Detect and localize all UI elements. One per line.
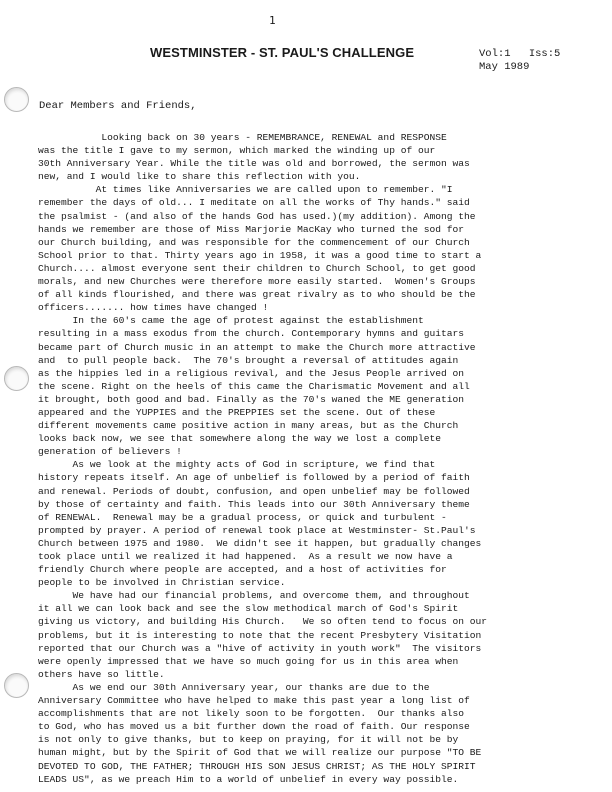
body-line: problems, but it is interesting to note that the recent Presbytery Visitation <box>38 629 482 641</box>
body-line: new, and I would like to share this reflection with you. <box>38 171 361 183</box>
body-line: morals, and new Churches were therefore more easily started. Women's Groups <box>38 276 476 288</box>
punch-hole-middle-icon <box>4 366 29 391</box>
body-line: 30th Anniversary Year. While the title was old and borrowed, the sermon was <box>38 158 470 170</box>
body-line: the scene. Right on the heels of this came the Charismatic Movement and all <box>38 380 470 392</box>
body-line: reported that our Church was a "hive of activity in youth work" The visitors <box>38 642 482 654</box>
body-line: generation of believers ! <box>38 446 182 458</box>
body-line: others have so little. <box>38 668 165 680</box>
body-line: different movements came positive action in many areas, but as the Church <box>38 420 459 432</box>
body-line: LEADS US", as we preach Him to a world of unbelief in every way possible. <box>38 773 459 785</box>
newsletter-title: WESTMINSTER - ST. PAUL'S CHALLENGE <box>150 45 415 60</box>
body-line: to God, who has moved us a bit further down the road of faith. Our response <box>38 721 470 733</box>
body-line: of RENEWAL. Renewal may be a gradual process, or quick and turbulent - <box>38 511 447 523</box>
body-line: accomplishments that are not likely soon to be forgotten. Our thanks also <box>38 708 465 720</box>
issue-block <box>479 48 560 74</box>
issue-label: Iss:5 <box>528 48 561 60</box>
body-line: friendly Church where people are accepted, and a host of activities for <box>38 564 447 576</box>
body-line: At times like Anniversaries we are called upon to remember. "I <box>38 184 453 196</box>
body-line: We have had our financial problems, and overcome them, and throughout <box>38 590 470 602</box>
body-line: As we end our 30th Anniversary year, our thanks are due to the <box>38 681 430 693</box>
body-line: remember the days of old... I meditate on all the works of Thy hands." said <box>38 197 470 209</box>
body-line: resulting in a mass exodus from the church. Contemporary hymns and guitars <box>38 328 465 340</box>
punch-hole-top-icon <box>4 87 29 112</box>
issue-date: May 1989 <box>479 61 530 73</box>
body-line: history repeats itself. An age of unbelief is followed by a period of faith <box>38 472 470 484</box>
body-line: people to be involved in Christian service. <box>38 577 286 589</box>
body-line: Anniversary Committee who have helped to make this past year a long list of <box>38 695 470 707</box>
body-line: looks back now, we see that somewhere along the way we lost a complete <box>38 433 442 445</box>
page-number: 1 <box>269 14 276 27</box>
body-line: of all kinds flourished, and there was great rivalry as to who should be the <box>38 289 476 301</box>
salutation: Dear Members and Friends, <box>39 100 197 112</box>
body-line: is not only to give thanks, but to keep on praying, for it will not be by <box>38 734 459 746</box>
body-line: human might, but by the Spirit of God that we will realize our purpose "TO BE <box>38 747 482 759</box>
body-line: were openly impressed that we have so much going for us in this area when <box>38 655 459 667</box>
volume-label: Vol:1 <box>479 48 511 60</box>
body-line: School prior to that. Thirty years ago in 1958, it was a good time to start a <box>38 249 482 261</box>
body-line: Looking back on 30 years - REMEMBRANCE, RENEWAL and RESPONSE <box>38 132 447 143</box>
punch-hole-bottom-icon <box>4 673 29 698</box>
body-line: became part of Church music in an attempt to make the Church more attractive <box>38 341 476 353</box>
issue-row <box>479 48 560 61</box>
body-line: and renewal. Periods of doubt, confusion, and open unbelief may be followed <box>38 485 470 497</box>
letter-body <box>38 131 598 786</box>
body-line: took place until we realized it had happened. As a result we now have a <box>38 551 453 562</box>
body-line: our Church building, and was responsible for the commencement of our Church <box>38 236 470 248</box>
body-line: was the title I gave to my sermon, which marked the winding up of our <box>38 145 436 157</box>
body-line: it brought, both good and bad. Finally as the 70's waned the ME generation <box>38 393 465 405</box>
body-line: and to pull people back. The 70's brought a reversal of attitudes again <box>38 354 459 366</box>
body-line: DEVOTED TO GOD, THE FATHER; THROUGH HIS SON JESUS CHRIST; AS THE HOLY SPIRIT <box>38 760 476 772</box>
body-line: Church.... almost everyone sent their children to Church School, to get good <box>38 262 476 274</box>
body-line: the psalmist - (and also of the hands God has used.)(my addition). Among the <box>38 210 476 222</box>
body-line: by those of certainty and faith. This leads into our 30th Anniversary theme <box>38 498 470 510</box>
body-line: it all we can look back and see the slow methodical march of God's Spirit <box>38 603 459 615</box>
body-line: as the hippies led in a religious revival, and the Jesus People arrived on <box>38 367 465 379</box>
body-line: Church between 1975 and 1980. We didn't see it happen, but gradually changes <box>38 537 482 549</box>
body-line: appeared and the YUPPIES and the PREPPIES set the scene. Out of these <box>38 406 436 418</box>
body-line: giving us victory, and building His Church. We so often tend to focus on our <box>38 616 488 628</box>
body-line: prompted by prayer. A period of renewal took place at Westminster- St.Paul's <box>38 524 476 536</box>
body-line: hands we remember are those of Miss Marjorie MacKay who turned the sod for <box>38 223 465 235</box>
body-line: officers....... how times have changed ! <box>38 302 269 314</box>
body-line: As we look at the mighty acts of God in scripture, we find that <box>38 459 436 471</box>
body-line: In the 60's came the age of protest against the establishment <box>38 315 424 327</box>
